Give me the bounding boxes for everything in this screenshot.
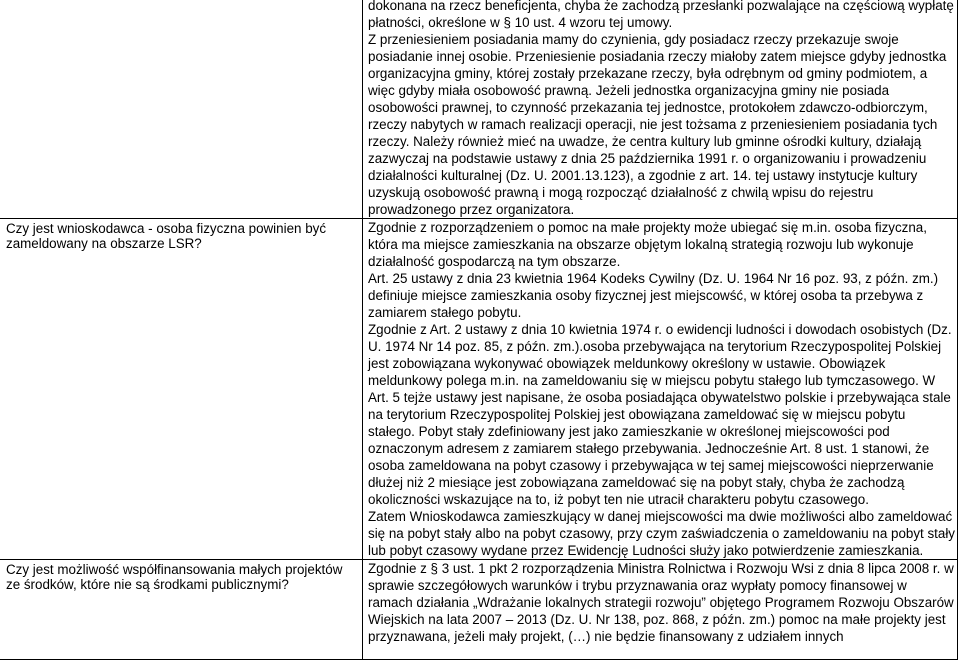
answer-cell	[363, 219, 958, 560]
answer-paragraph: Art. 25 ustawy z dnia 23 kwietnia 1964 Kodeks Cywilny (Dz. U. 1964 Nr 16 poz. 93, z późn. zm.) definiuje miejsce zamieszkania osoby fizycznej jest miejscowść, w której osoba ta przebywa z zamiarem stałego pobytu.	[368, 271, 939, 320]
table-row	[0, 0, 958, 219]
answer-paragraph: dokonana na rzecz beneficjenta, chyba że zachodzą przesłanki pozwalające na częściową wypłatę płatności, określone w § 10 ust. 4 wzoru tej umowy.	[368, 0, 954, 30]
table-row	[0, 219, 958, 560]
answer-cell	[363, 0, 958, 219]
answer-paragraph: Z przeniesieniem posiadania mamy do czynienia, gdy posiadacz rzeczy przekazuje swoje posiadanie innej osobie. Przeniesienie posiadania rzeczy miałoby zatem miejsce gdyby jednostka organizacyjna gminy, której zostały przekazane rzeczy, była odrębnym od gminy podmiotem, a więc gdyby miała osobowość prawną. Jeżeli jednostka organizacyjna gminy nie posiada osobowości prawnej, to czynność przekazania tej jednostce, protokołem zdawczo-odbiorczym, rzeczy nabytych w ramach realizacji operacji, nie jest tożsama z przeniesieniem posiadania tych rzeczy. Należy również mieć na uwadze, że centra kultury lub gminne ośrodki kultury, działają zazwyczaj na podstawie ustawy z dnia 25 października 1991 r. o organizowaniu i prowadzeniu działalności kulturalnej (Dz. U. 2001.13.123), a zgodnie z art. 14. tej ustawy instytucje kultury uzyskują osobowość prawną i mogą rozpocząć działalność z chwilą wpisu do rejestru prowadzonego przez organizatora.	[368, 32, 947, 217]
answer-cell	[363, 560, 958, 660]
question-cell	[0, 0, 363, 219]
answer-paragraph: Zgodnie z Art. 2 ustawy z dnia 10 kwietnia 1974 r. o ewidencji ludności i dowodach osobistych (Dz. U. 1974 Nr 14 poz. 85, z późn. zm.).osoba przebywająca na terytorium Rzeczypospolitej Polskiej jest zobowiązana wykonywać obowiązek meldunkowy określony w ustawie. Obowiązek meldunkowy polega m.in. na zameldowaniu się w miejscu pobytu stałego lub tymczasowego. W Art. 5 tejże ustawy jest napisane, że osoba posiadająca obywatelstwo polskie i przebywająca stale na terytorium Rzeczypospolitej Polskiej jest obowiązana zameldować się w miejscu pobytu stałego. Pobyt stały zdefiniowany jest jako zamieszkanie w określonej miejscowości pod oznaczonym adresem z zamiarem stałego przebywania. Jednocześnie Art. 8 ust. 1 stanowi, że osoba zameldowana na pobyt czasowy i przebywająca w tej samej miejscowości nieprzerwanie dłużej niż 2 miesiące jest zobowiązana zameldować się na pobyt stały, chyba że zachodzą okoliczności wskazujące na to, iż pobyt ten nie utracił charakteru pobytu czasowego.	[368, 322, 952, 507]
answer-paragraph: Zgodnie z rozporządzeniem o pomoc na małe projekty może ubiegać się m.in. osoba fizyczna, która ma miejsce zamieszkania na obszarze objętym lokalną strategią rozwoju lub wykonuje działalność gospodarczą na tym obszarze.	[368, 220, 927, 269]
question-text: Czy jest wnioskodawca - osoba fizyczna powinien być zameldowany na obszarze LSR?	[6, 221, 327, 251]
question-text: Czy jest możliwość współfinansowania małych projektów ze środków, które nie są środkami publicznymi?	[6, 562, 343, 592]
answer-paragraph: Zatem Wnioskodawca zamieszkujący w danej miejscowości ma dwie możliwości albo zameldować się na pobyt stały albo na pobyt czasowy, przy czym zaświadczenia o zameldowaniu na pobyt stały lub pobyt czasowy wydane przez Ewidencję Ludności służy jako potwierdzenie zamieszkania.	[368, 509, 956, 558]
question-cell	[0, 560, 363, 660]
answer-paragraph: Zgodnie z § 3 ust. 1 pkt 2 rozporządzenia Ministra Rolnictwa i Rozwoju Wsi z dnia 8 lipca 2008 r. w sprawie szczegółowych warunków i trybu przyznawania oraz wypłaty pomocy finansowej w ramach działania „Wdrażanie lokalnych strategii rozwoju” objętego Programem Rozwoju Obszarów Wiejskich na lata 2007 – 2013 (Dz. U. Nr 138, poz. 868, z późn. zm.) pomoc na małe projekty jest przyznawana, jeżeli mały projekt, (…) nie będzie finansowany z udziałem innych	[368, 561, 954, 644]
question-text	[0, 0, 362, 2]
table-row	[0, 560, 958, 660]
question-cell	[0, 219, 363, 560]
